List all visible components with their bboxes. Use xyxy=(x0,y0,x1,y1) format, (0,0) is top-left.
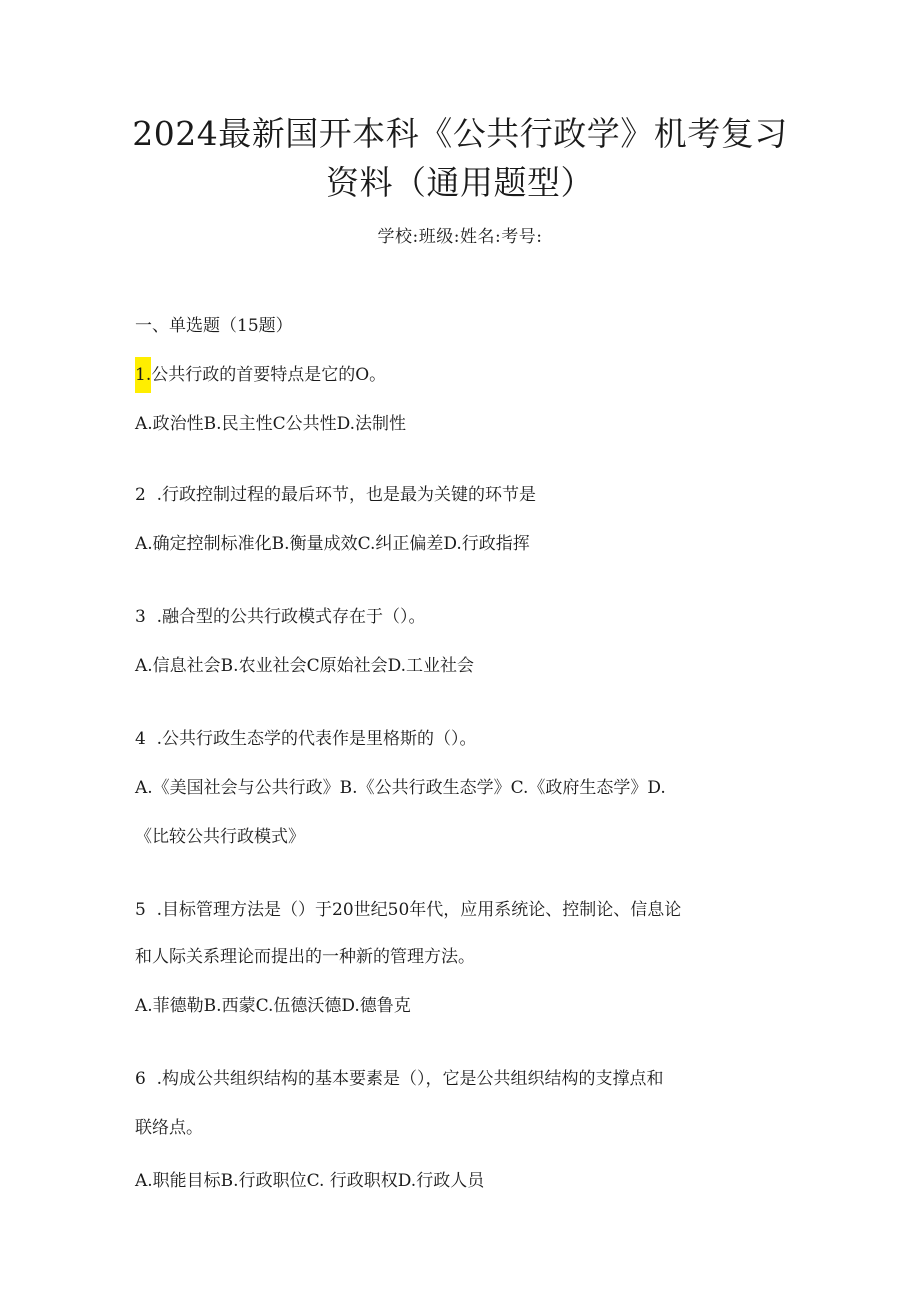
question-number: 4 xyxy=(135,729,146,749)
question-5-options: A.菲德勒B.西蒙C.伍德沃德D.德鲁克 xyxy=(135,996,411,1016)
question-number: 3 xyxy=(135,607,146,627)
question-number: 6 xyxy=(135,1069,146,1089)
question-3-options: A.信息社会B.农业社会C原始社会D.工业社会 xyxy=(135,656,475,676)
question-stem: .公共行政生态学的代表作是里格斯的（）。 xyxy=(156,729,477,749)
question-stem: .行政控制过程的最后环节，也是最为关键的环节是 xyxy=(156,485,537,505)
question-number: 2 xyxy=(135,485,146,505)
question-5-stem-line-2: 和人际关系理论而提出的一种新的管理方法。 xyxy=(135,947,475,967)
question-6 xyxy=(135,1067,785,1091)
question-3 xyxy=(135,605,785,629)
question-5 xyxy=(135,898,785,922)
student-info-line: 学校:班级:姓名:考号: xyxy=(377,227,543,247)
document-title-line-2: 资料（通用题型） xyxy=(326,163,594,202)
question-4-options-line-2: 《比较公共行政模式》 xyxy=(135,827,305,847)
question-6-options: A.职能目标B.行政职位C. 行政职权D.行政人员 xyxy=(135,1171,485,1191)
question-number: 5 xyxy=(135,900,146,920)
question-4-options-line-1: A.《美国社会与公共行政》B.《公共行政生态学》C.《政府生态学》D. xyxy=(135,778,666,798)
question-6-stem-line-2: 联络点。 xyxy=(135,1118,203,1138)
question-stem: .融合型的公共行政模式存在于（）。 xyxy=(156,607,426,627)
question-stem-line-1: .目标管理方法是（）于20世纪50年代，应用系统论、控制论、信息论 xyxy=(156,900,682,920)
question-1 xyxy=(135,363,785,387)
question-1-options: A.政治性B.民主性C公共性D.法制性 xyxy=(135,414,407,434)
question-number-highlight: 1. xyxy=(135,357,151,393)
document-title-line-1: 2024最新国开本科《公共行政学》机考复习 xyxy=(132,114,788,153)
question-2 xyxy=(135,483,785,507)
question-4 xyxy=(135,727,785,751)
section-heading: 一、单选题（15题） xyxy=(135,316,293,336)
question-stem: 公共行政的首要特点是它的O。 xyxy=(151,365,387,385)
question-stem-line-1: .构成公共组织结构的基本要素是（），它是公共组织结构的支撑点和 xyxy=(156,1069,664,1089)
question-2-options: A.确定控制标准化B.衡量成效C.纠正偏差D.行政指挥 xyxy=(135,534,530,554)
